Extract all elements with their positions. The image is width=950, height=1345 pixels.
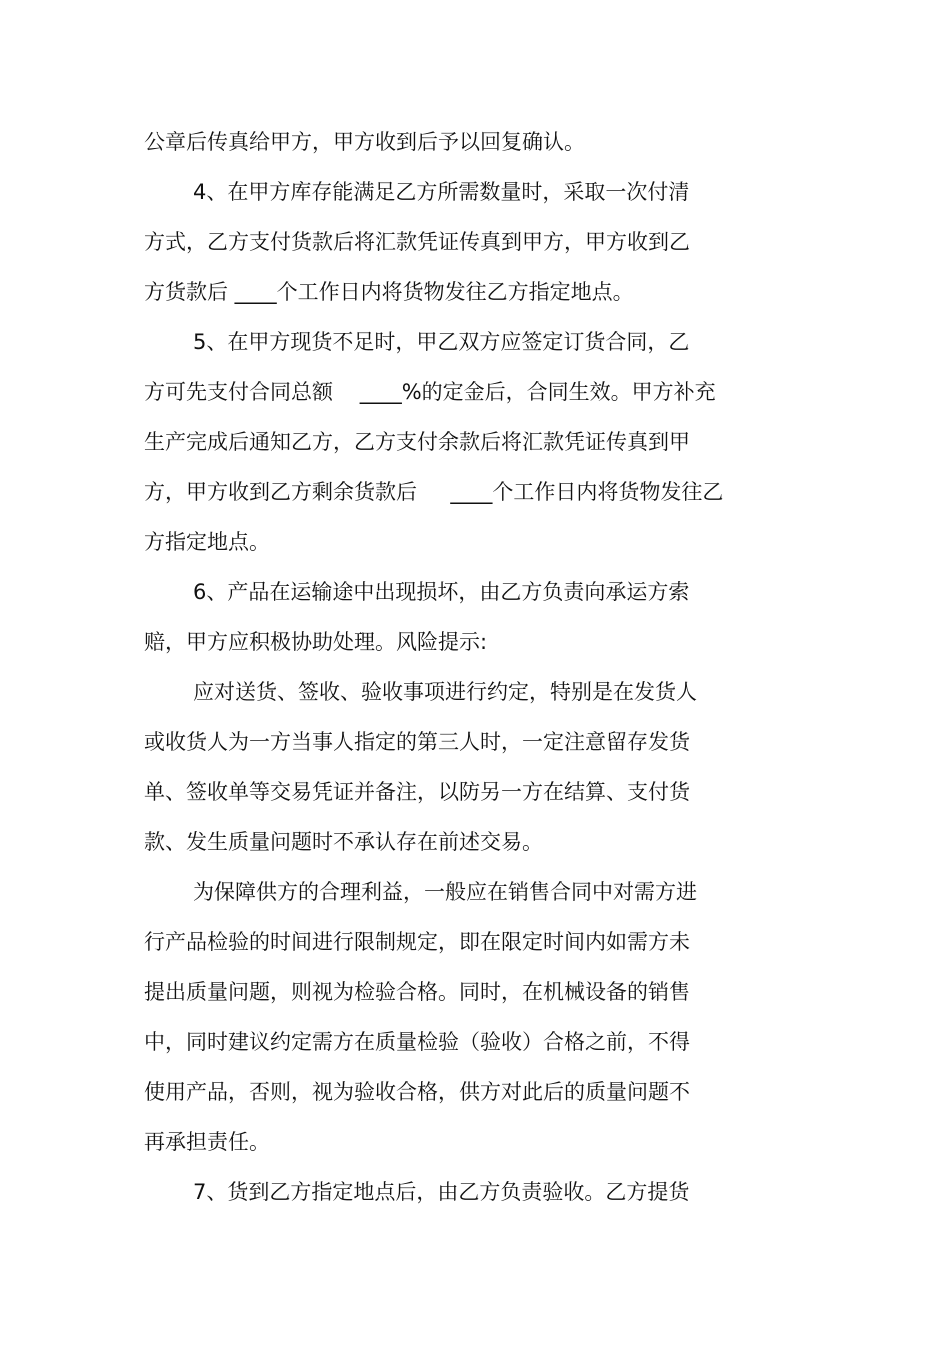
text-line: 中，同时建议约定需方在质量检验（验收）合格之前，不得 — [144, 1030, 690, 1054]
supplier-note-line: 为保障供方的合理利益，一般应在销售合同中对需方进 — [193, 880, 697, 904]
text-line: 再承担责任。 — [144, 1130, 270, 1154]
text-line: 方指定地点。 — [144, 530, 270, 554]
text-line: 或收货人为一方当事人指定的第三人时，一定注意留存发货 — [144, 730, 690, 754]
text-line: 生产完成后通知乙方，乙方支付余款后将汇款凭证传真到甲 — [144, 430, 690, 454]
text-line: 方，甲方收到乙方剩余货款后 ____个工作日内将货物发往乙 — [144, 480, 724, 504]
text-line: 公章后传真给甲方，甲方收到后予以回复确认。 — [144, 130, 585, 154]
text-line: 单、签收单等交易凭证并备注，以防另一方在结算、支付货 — [144, 780, 690, 804]
text-line: 提出质量问题，则视为检验合格。同时，在机械设备的销售 — [144, 980, 690, 1004]
clause-6-line: 6、产品在运输途中出现损坏，由乙方负责向承运方索 — [193, 580, 690, 604]
text-line: 方货款后 ____个工作日内将货物发往乙方指定地点。 — [144, 280, 634, 304]
text-line: 使用产品，否则，视为验收合格，供方对此后的质量问题不 — [144, 1080, 690, 1104]
clause-5-line: 5、在甲方现货不足时，甲乙双方应签定订货合同，乙 — [193, 330, 690, 354]
risk-note-line: 应对送货、签收、验收事项进行约定，特别是在发货人 — [193, 680, 697, 704]
clause-4-line: 4、在甲方库存能满足乙方所需数量时，采取一次付清 — [193, 180, 690, 204]
text-line: 行产品检验的时间进行限制规定，即在限定时间内如需方未 — [144, 930, 690, 954]
text-line: 赔，甲方应积极协助处理。风险提示: — [144, 630, 488, 654]
clause-7-line: 7、货到乙方指定地点后，由乙方负责验收。乙方提货 — [193, 1180, 690, 1204]
text-line: 款、发生质量问题时不承认存在前述交易。 — [144, 830, 543, 854]
text-line: 方可先支付合同总额 ____%的定金后，合同生效。甲方补充 — [144, 380, 716, 404]
text-line: 方式，乙方支付货款后将汇款凭证传真到甲方，甲方收到乙 — [144, 230, 690, 254]
